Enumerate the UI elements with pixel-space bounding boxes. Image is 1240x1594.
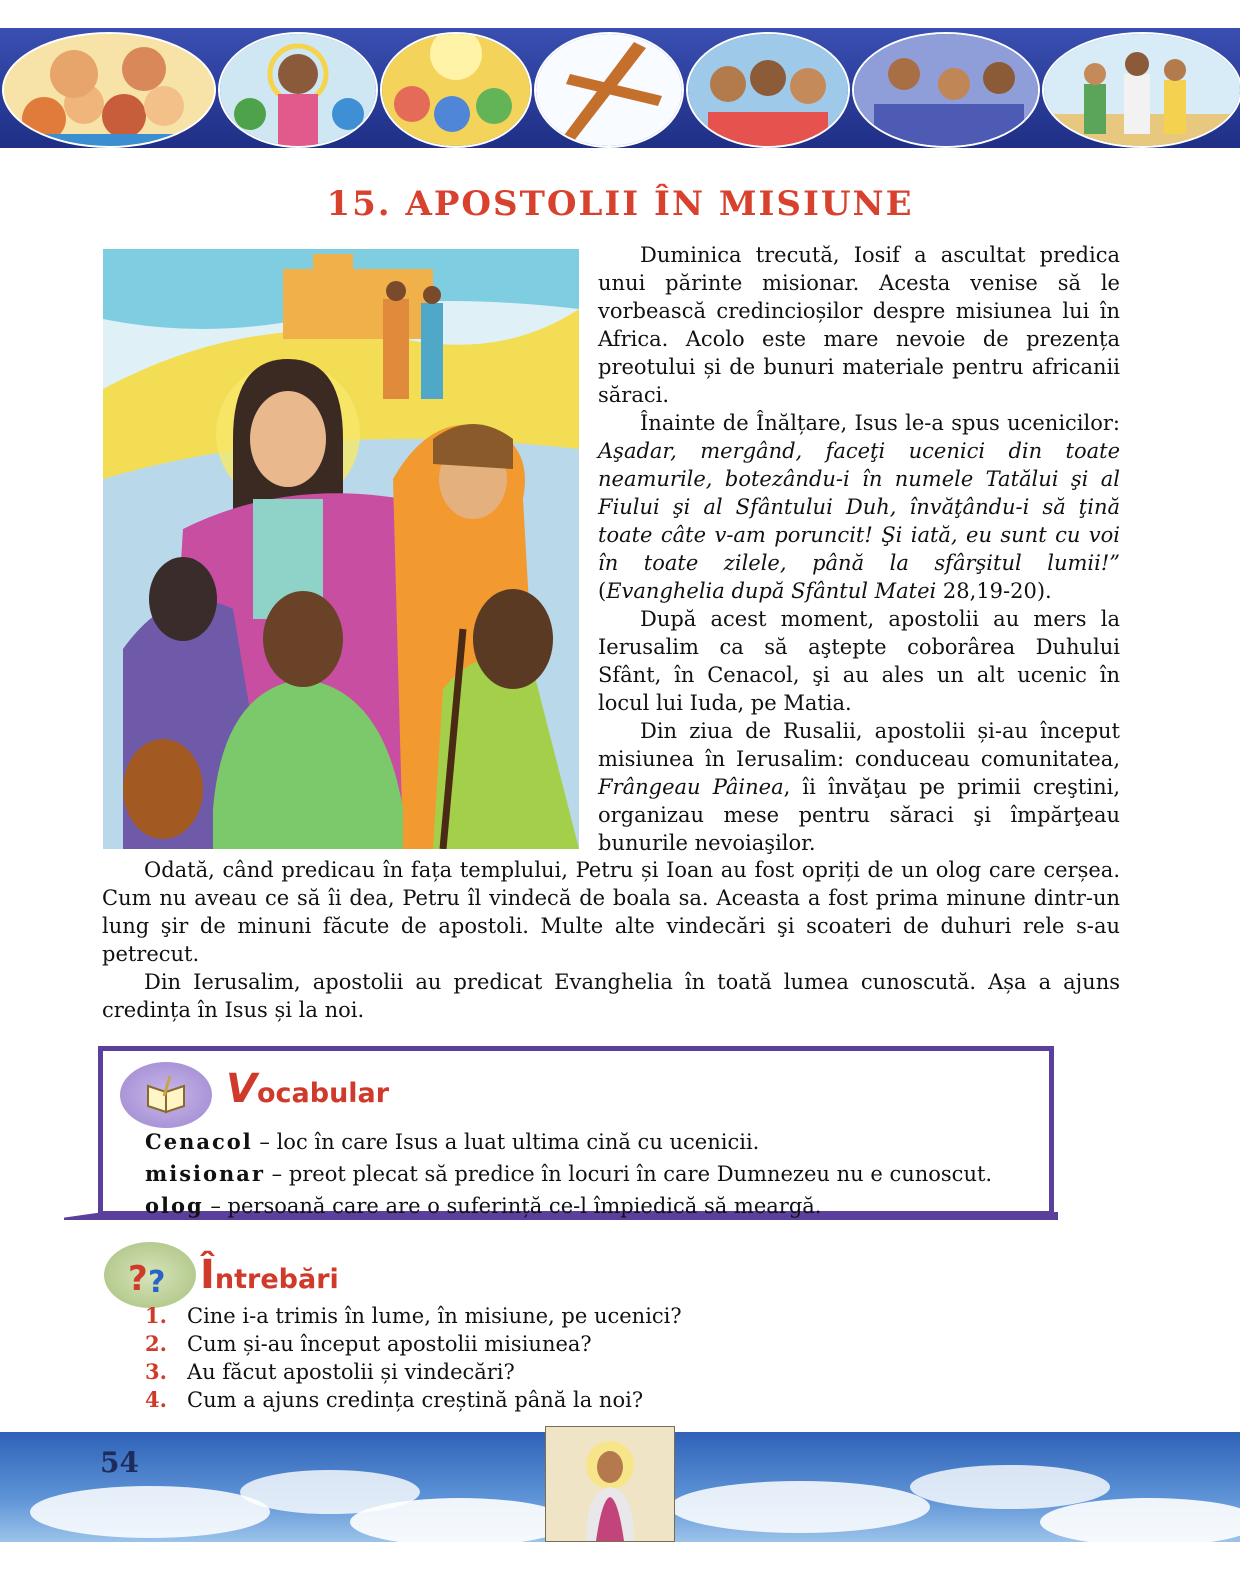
banner-medallion-walking bbox=[1042, 32, 1240, 148]
vocabulary-entry bbox=[145, 1158, 1045, 1190]
paragraph-great-commission bbox=[598, 409, 1120, 605]
vocabulary-separator: – bbox=[252, 1130, 277, 1154]
cross-illustration bbox=[536, 34, 682, 146]
banner-medallion-crowd bbox=[380, 32, 532, 148]
question-number: 1. bbox=[145, 1303, 167, 1328]
banner-medallion-last-supper bbox=[686, 32, 850, 148]
rusalii-lead: Din ziua de Rusalii, apostolii și-au început misiunea în Ierusalim: conduceau comunitatea, bbox=[598, 719, 1120, 771]
walking-illustration bbox=[1044, 34, 1240, 146]
commission-ref-book: Evanghelia după Sfântul Matei bbox=[606, 579, 937, 603]
question-item bbox=[145, 1386, 1045, 1414]
question-number: 3. bbox=[145, 1359, 167, 1384]
last-supper-illustration bbox=[688, 34, 848, 146]
question-number: 4. bbox=[145, 1387, 167, 1412]
commission-quote: Aşadar, mergând, faceţi ucenici din toate neamurile, botezându-i în numele Tatălui şi al Fiului şi al Sfântului Duh, învăţându-i să ţină toate câte v-am poruncit! Şi iată, eu sunt cu voi în toate zilele, până la sfârşitul lumii!” bbox=[598, 439, 1120, 575]
full-width-text bbox=[102, 856, 1120, 1024]
vocabulary-definition: loc în care Isus a luat ultima cină cu ucenicii. bbox=[276, 1130, 760, 1154]
question-number: 2. bbox=[145, 1331, 167, 1356]
vocabulary-list bbox=[145, 1126, 1045, 1222]
banner-medallion-disciples bbox=[852, 32, 1040, 148]
vocabulary-term: olog bbox=[145, 1193, 204, 1218]
rusalii-italic: Frângeau Pâinea bbox=[598, 775, 784, 799]
banner-medallion-jesus-teaching bbox=[218, 32, 378, 148]
vocabulary-entry bbox=[145, 1126, 1045, 1158]
questions-heading bbox=[200, 1252, 339, 1298]
question-text: Cum și-au început apostolii misiunea? bbox=[187, 1332, 592, 1356]
vocabulary-separator: – bbox=[264, 1162, 289, 1186]
paragraph-misionar: Duminica trecută, Iosif a ascultat predica unui părinte misionar. Acesta venise să le vorbească credincioșilor despre misiunea lui în Africa. Acolo este mare nevoie de prezența preotului și de bunuri materiale pentru africanii săraci. bbox=[598, 243, 1120, 407]
disciples-illustration bbox=[854, 34, 1038, 146]
svg-text:?: ? bbox=[128, 1259, 148, 1299]
jesus-teaching-illustration bbox=[220, 34, 376, 146]
crowd-illustration bbox=[382, 34, 530, 146]
footer-jesus-picture bbox=[545, 1426, 675, 1542]
top-banner bbox=[0, 28, 1240, 148]
banner-medallion-cross bbox=[534, 32, 684, 148]
question-item bbox=[145, 1302, 1045, 1330]
vocabulary-term: misionar bbox=[145, 1161, 265, 1186]
questions-heading-initial: Î bbox=[200, 1252, 215, 1298]
banner-medallion-children bbox=[2, 32, 216, 148]
page-number: 54 bbox=[100, 1446, 139, 1479]
rusalii-tail: , îi învăţau pe primii creştini, organizau mese pentru săraci şi împărţeau bunurile nevoiaşilor. bbox=[598, 775, 1120, 855]
jesus-blessing-illustration bbox=[546, 1427, 674, 1541]
vocabulary-separator: – bbox=[203, 1194, 228, 1218]
vocabulary-definition: persoană care are o suferință ce-l împiedică să meargă. bbox=[227, 1194, 822, 1218]
paragraph-cenacol: După acest moment, apostolii au mers la Ierusalim ca să aştepte coborârea Duhului Sfânt, în Cenacol, şi au ales un alt ucenic în locul lui Iuda, pe Matia. bbox=[598, 607, 1120, 715]
question-marks-drawing bbox=[104, 1242, 196, 1308]
question-item bbox=[145, 1330, 1045, 1358]
children-illustration bbox=[4, 34, 214, 146]
paragraph-olog: Odată, când predicau în fața templului, Petru și Ioan au fost opriți de un olog care cerșea. Cum nu aveau ce să îi dea, Petru îl vindecă de boala sa. Aceasta a fost prima minune dintr-un lung şir de minuni făcute de apostoli. Multe alte vindecări şi scoateri de duhuri rele s-au petrecut. bbox=[102, 858, 1120, 966]
vocabulary-heading-initial: V bbox=[226, 1066, 257, 1112]
questions-list bbox=[145, 1302, 1045, 1414]
question-marks-icon bbox=[104, 1242, 196, 1308]
vocabulary-entry bbox=[145, 1190, 1045, 1222]
commission-ref-open: ( bbox=[598, 579, 607, 603]
commission-lead: Înainte de Înălțare, Isus le-a spus ucenicilor: bbox=[640, 411, 1120, 435]
right-column-text bbox=[598, 241, 1120, 857]
paragraph-evanghelia: Din Ierusalim, apostolii au predicat Evanghelia în toată lumea cunoscută. Așa a ajuns credința în Isus și la noi. bbox=[102, 970, 1120, 1022]
jesus-with-apostles-illustration bbox=[103, 249, 579, 849]
vocabulary-heading-rest: ocabular bbox=[256, 1078, 390, 1109]
question-item bbox=[145, 1358, 1045, 1386]
vocabulary-heading bbox=[226, 1066, 389, 1112]
illustration-drawing bbox=[103, 249, 579, 849]
lesson-title: 15. APOSTOLII ÎN MISIUNE bbox=[326, 184, 914, 224]
vocabulary-definition: preot plecat să predice în locuri în care Dumnezeu nu e cunoscut. bbox=[288, 1162, 993, 1186]
question-text: Au făcut apostolii și vindecări? bbox=[187, 1360, 515, 1384]
commission-ref-tail: 28,19-20). bbox=[936, 579, 1052, 603]
paragraph-rusalii bbox=[598, 717, 1120, 857]
open-book-drawing bbox=[120, 1062, 212, 1128]
question-text: Cum a ajuns credința creștină până la noi? bbox=[187, 1388, 644, 1412]
question-text: Cine i-a trimis în lume, în misiune, pe ucenici? bbox=[187, 1304, 682, 1328]
vocabulary-term: Cenacol bbox=[145, 1129, 253, 1154]
questions-heading-rest: ntrebări bbox=[214, 1264, 339, 1295]
open-book-icon bbox=[120, 1062, 212, 1128]
svg-text:?: ? bbox=[148, 1265, 166, 1300]
